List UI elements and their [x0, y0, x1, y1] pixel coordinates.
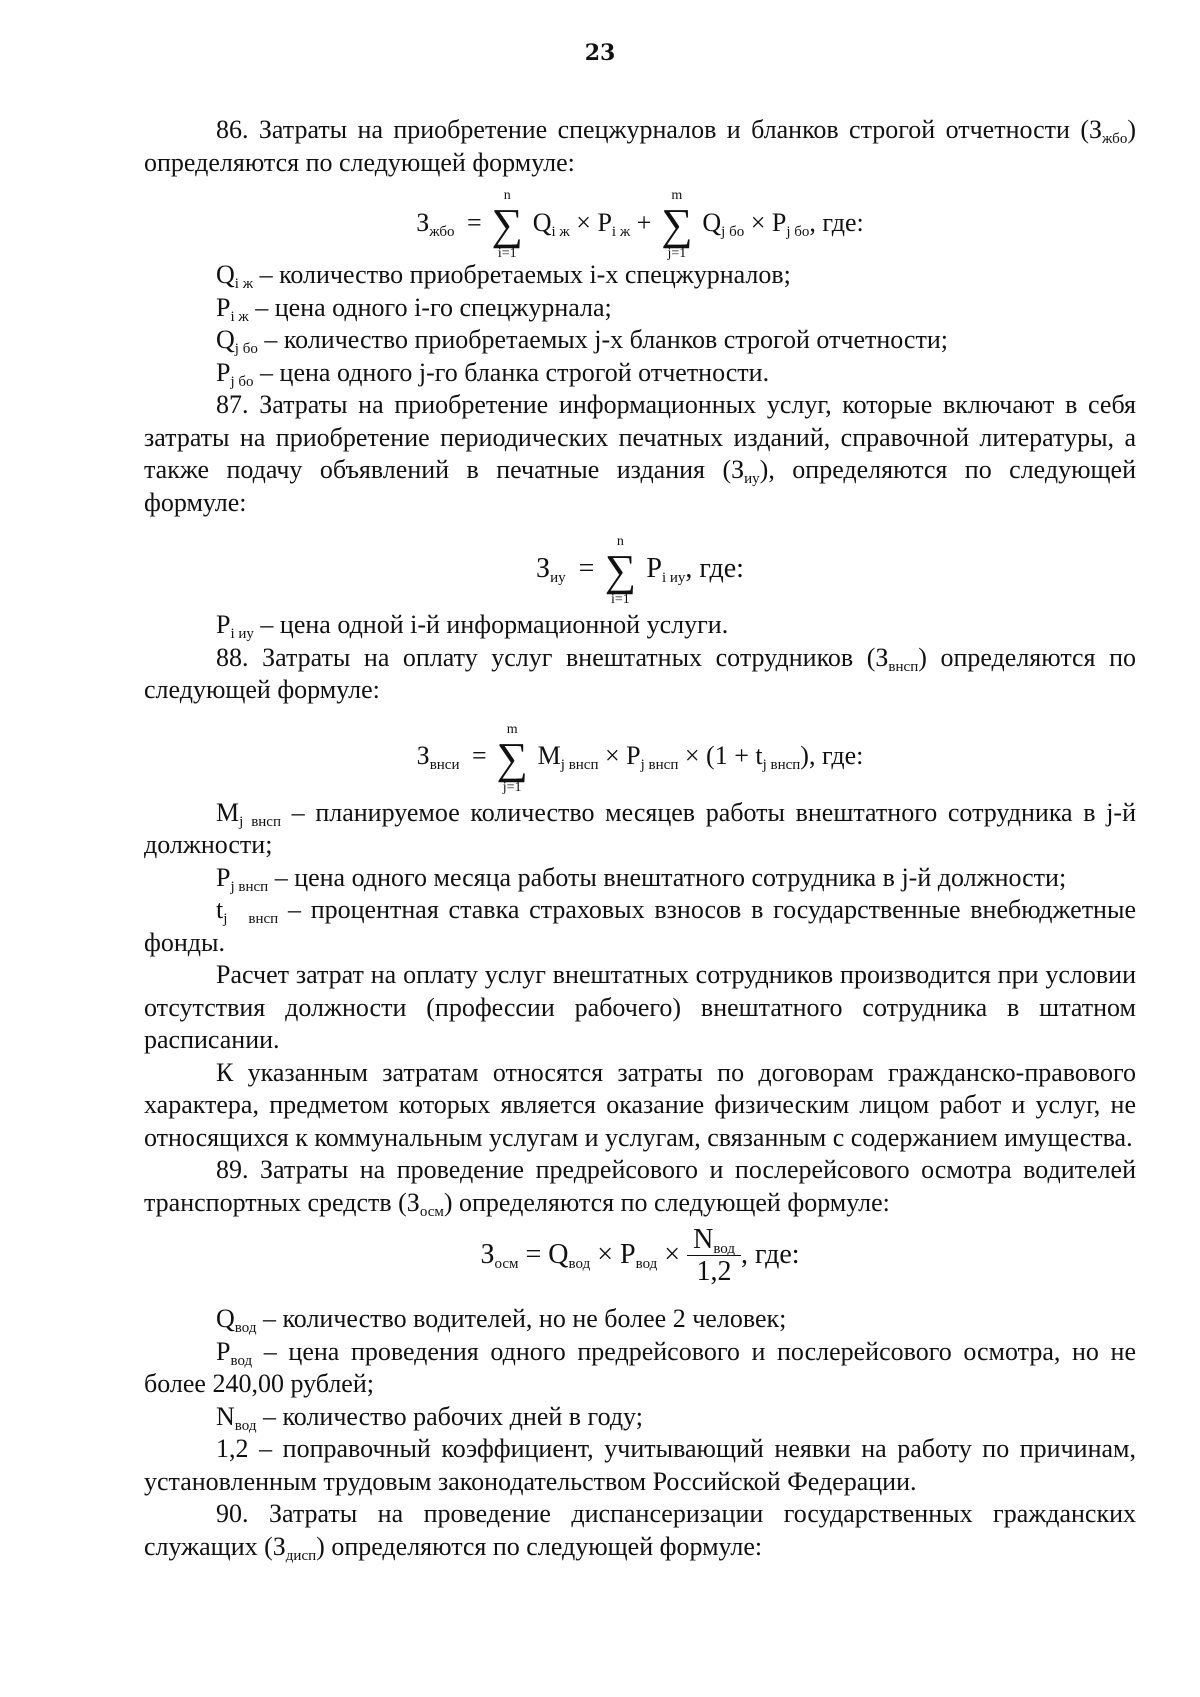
section-88-intro: 88. Затраты на оплату услуг внештатных сотрудников $(З_{внсп})$ определяются по следующей формуле:	[144, 642, 1136, 704]
formula-86: $З_{жбо}$ = n ∑ i=1 $Q_{i ж} \times P_{i ж}$ + m ∑ j=1 $Q_{j бо} \times P_{j бо}$, где:	[416, 188, 864, 261]
def-p-vod: $P_{вод}$ – цена проведения одного предрейсового и послерейсового осмотра, но не более 240,00 рублей;	[144, 1336, 1136, 1398]
def-p-i-zh: $P_{i ж}$ – цена одного i-го спецжурнала;	[216, 292, 612, 325]
formula-89: $З_{осм} = Q_{вод} \times P_{вод}$ × $\frac{N_{вод}}{1,2}$ , где:	[480, 1224, 800, 1287]
section-90-intro: 90. Затраты на проведение диспансеризации государственных гражданских служащих $(З_{дисп})$ определяются по следующей формуле:	[144, 1499, 1136, 1564]
def-q-i-zh: $Q_{i ж}$ – количество приобретаемых i-х спецжурналов;	[216, 260, 791, 292]
def-t-j-vnsp: $t_{j внсп}$ – процентная ставка страховых взносов в государственные внебюджетные фонды.	[144, 895, 1136, 957]
section-88-para-1: Расчет затрат на оплату услуг внештатных сотрудников производится при условии отсутствия должности (профессии рабочего) внештатного сотрудника в штатном расписании.	[144, 960, 1136, 1054]
formula-88: $З_{внси}$ = m ∑ j=1 $M_{j внсп} \times P_{j внсп} \times (1 + t_{j внсп})$, где:	[416, 721, 864, 795]
def-coefficient: 1,2 – поправочный коэффициент, учитывающий неявки на работу по причинам, установленным трудовым законодательством Российской Федерации.	[144, 1434, 1136, 1496]
def-m-j-vnsp: $M_{j внсп}$ – планируемое количество месяцев работы внештатного сотрудника в j-й должности;	[144, 797, 1136, 859]
fraction: $\frac{N_{вод}}{1,2}$	[687, 1225, 741, 1288]
def-p-j-bo: $P_{j бо}$ – цена одного j-го бланка строгой отчетности.	[216, 357, 770, 390]
page-number: 23	[584, 40, 616, 66]
section-89-intro: 89. Затраты на проведение предрейсового и послерейсового осмотра водителей транспортных средств $(З_{осм})$ определяются по следующей формуле:	[144, 1155, 1136, 1220]
def-q-vod: $Q_{вод}$ – количество водителей, но не более 2 человек;	[216, 1304, 787, 1336]
def-n-vod: $N_{вод}$ – количество рабочих дней в году;	[216, 1401, 643, 1434]
formula-87: $З_{иу}$ = n ∑ i=1 $P_{i иу}$, где:	[536, 534, 744, 607]
def-p-i-iu: $P_{i иу}$ – цена одной i-й информационной услуги.	[216, 610, 729, 642]
section-87-intro: 87. Затраты на приобретение информационных услуг, которые включают в себя затраты на приобретение периодических печатных изданий, справочной литературы, а также подачу объявлений в печатные издания $(З_{иу})$, определяются по следующей формуле:	[144, 390, 1137, 517]
section-88-para-2: К указанным затратам относятся затраты по договорам гражданско-правового характера, предметом которых является оказание физическим лицом работ и услуг, не относящихся к коммунальным услугам и услугам, связанным с содержанием имущества.	[144, 1057, 1136, 1152]
section-86-intro: 86. Затраты на приобретение спецжурналов и бланков строгой отчетности $(З_{жбо})$ определяются по следующей формуле:	[144, 115, 1136, 177]
document-body	[144, 114, 1136, 1563]
def-p-j-vnsp: $P_{j внсп}$ – цена одного месяца работы внештатного сотрудника в j-й должности;	[216, 862, 1067, 895]
def-q-j-bo: $Q_{j бо}$ – количество приобретаемых j-х бланков строгой отчетности;	[216, 325, 948, 357]
